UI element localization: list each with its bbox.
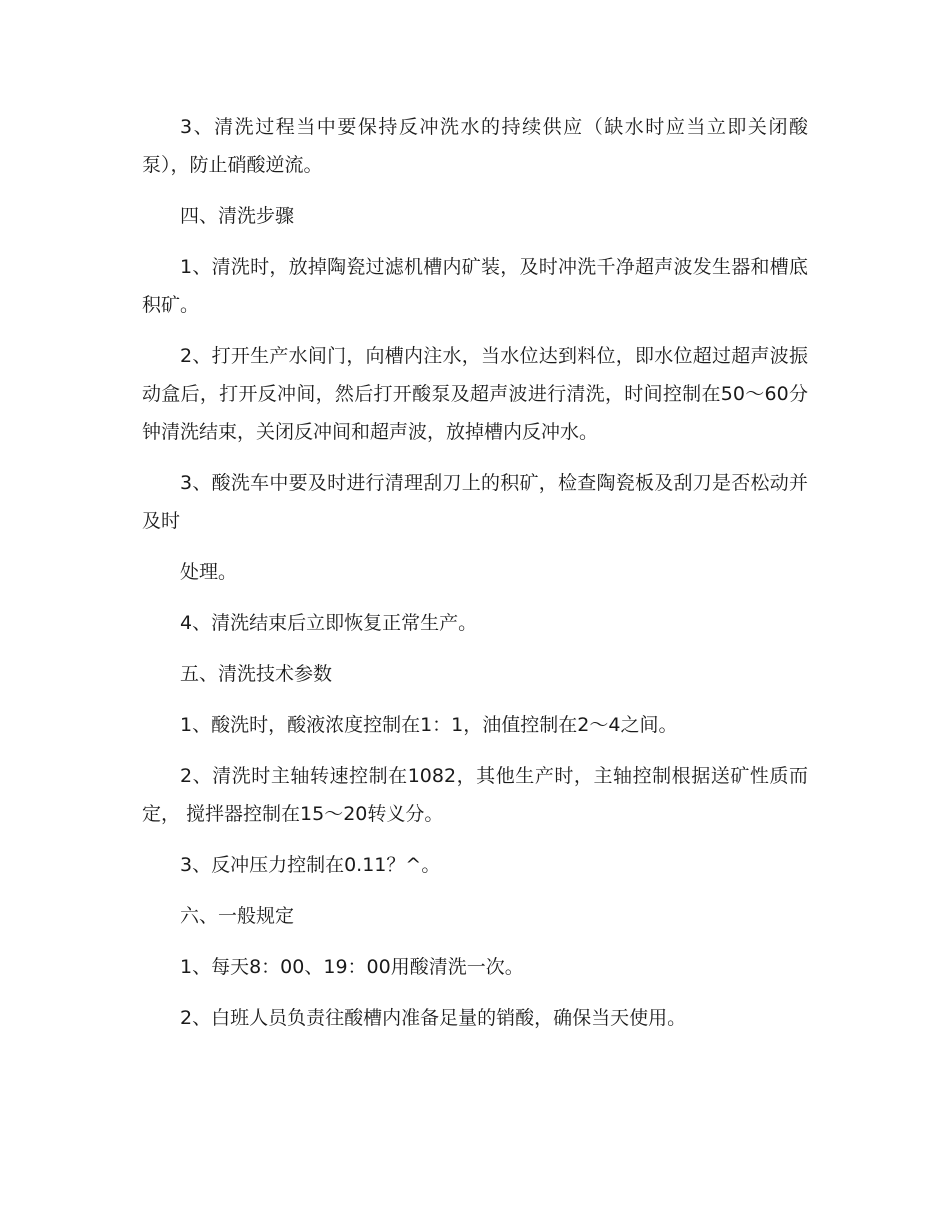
paragraph-step-1: 1、清洗时，放掉陶瓷过滤机槽内矿装，及时冲洗千净超声波发生器和槽底 积矿。 — [142, 256, 808, 316]
paragraph-step-4: 4、清洗结束后立即恢复正常生产。 — [180, 612, 478, 634]
section-heading-technical-parameters: 五、清洗技术参数 — [180, 663, 333, 685]
paragraph-param-3: 3、反冲压力控制在0.11？^。 — [180, 854, 441, 876]
paragraph-param-2: 2、清洗时主轴转速控制在1082，其他生产时，主轴控制根据送矿性质而定， 搅拌器控制在15〜20转义分。 — [142, 765, 808, 825]
paragraph-step-2: 2、打开生产水间门，向槽内注水，当水位达到料位，即水位超过超声波振 动盒后，打开反冲间，然后打开酸泵及超声波进行清洗，时间控制在50〜60分 钟清洗结束，关闭反冲间和超声波，放掉槽内反冲水。 — [142, 345, 808, 443]
paragraph-cleaning-water-supply: 3、清洗过程当中要保持反冲洗水的持续供应（缺水时应当立即关闭酸泵），防止硝酸逆流。 — [142, 116, 808, 176]
section-heading-cleaning-steps: 四、清洗步骤 — [180, 205, 295, 227]
section-heading-general-rules: 六、一般规定 — [180, 905, 295, 927]
paragraph-step-3: 3、酸洗车中要及时进行清理刮刀上的积矿，检查陶瓷板及刮刀是否松动并及时 — [142, 472, 808, 532]
paragraph-step-3-continued: 处理。 — [180, 561, 238, 583]
document-page — [142, 108, 808, 1050]
paragraph-param-1: 1、酸洗时，酸液浓度控制在1：1，油值控制在2〜4之间。 — [180, 714, 678, 736]
paragraph-rule-2: 2、白班人员负责往酸槽内准备足量的销酸，确保当天使用。 — [180, 1007, 687, 1029]
paragraph-rule-1: 1、每天8：00、19：00用酸清洗一次。 — [180, 956, 524, 978]
